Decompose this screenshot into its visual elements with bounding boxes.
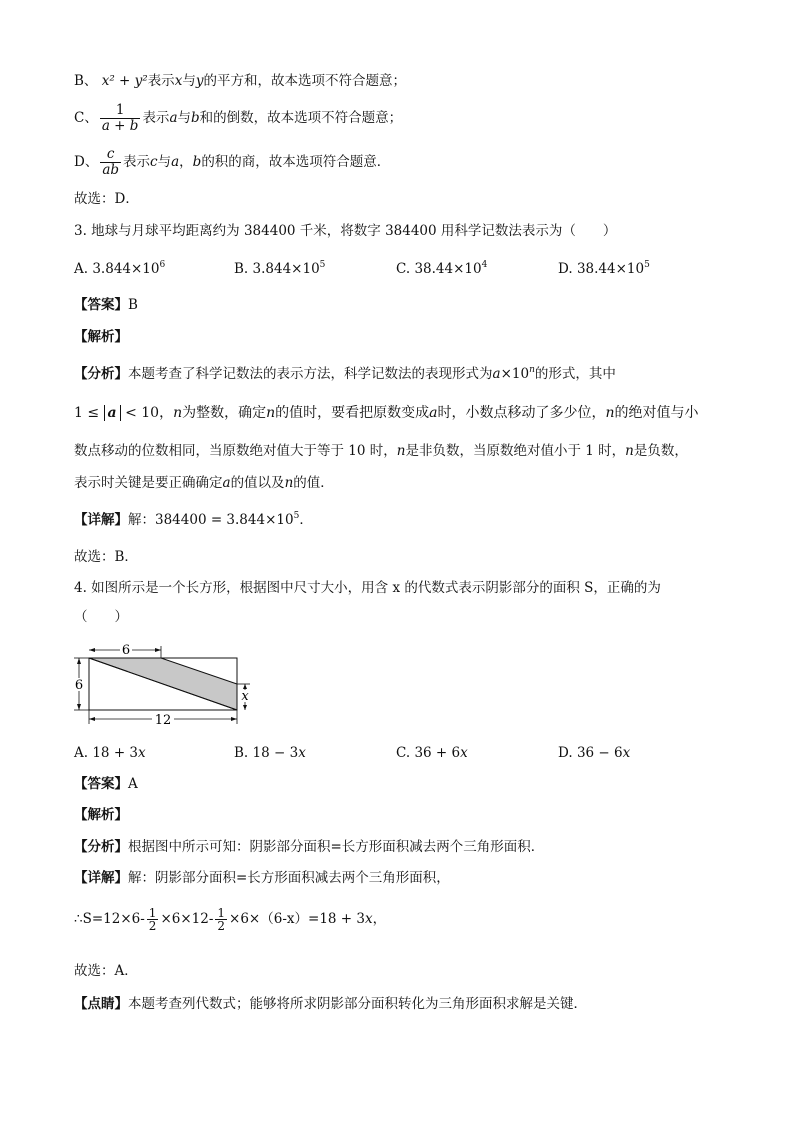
text: 的积的商，故本选项符合题意． [201,154,391,170]
q3-stem: 3. 地球与月球平均距离约为 384400 千米，将数字 384400 用科学记数法表示为（ ） [74,223,617,239]
math-var: x [174,73,183,89]
q3-line4 [74,474,334,492]
exponent: 4 [481,260,488,270]
text: 本题考查列代数式；能够将所求阴影部分面积转化为三角形面积求解是关键． [128,996,587,1012]
frac-den: 2 [217,919,226,933]
q4-option-a [74,744,146,762]
q3-detail [74,511,313,529]
dianjing-tag: 【点睛】 [74,996,128,1012]
q3-answer [74,296,138,314]
frac-num: 1 [148,906,157,920]
math-var: n [625,443,634,459]
frac-den: 2 [148,919,157,933]
math-expr: 36 − 6 [576,745,623,761]
option-d-line [74,147,390,178]
math-expr: 18 + 3 [319,911,365,927]
q3-option-d [558,260,650,278]
arrow-head [155,648,161,652]
math-var: a [222,475,231,491]
option-label: C. [396,261,411,277]
text: 表示时关键是要正确确定 [74,475,223,491]
q4-analysis-tag [74,806,128,824]
math-var: a [171,154,180,170]
math-var: n [605,405,615,421]
absolute-value: a [104,405,121,421]
q4-fenxi [74,838,544,856]
fraction [100,147,121,178]
math-expr: 3.844×10 [92,261,160,277]
exponent: 6 [159,260,166,270]
text: 的值． [293,475,334,491]
text: ， [372,911,387,927]
fraction-half [215,907,227,932]
q4-option-b [234,744,306,762]
text: 与 [157,154,172,170]
left-dimension-label: 6 [74,678,84,693]
math-expr: 38.44×10 [576,261,645,277]
math-var: a [169,110,178,126]
q3-option-a [74,260,165,278]
q4-option-c [396,744,468,762]
text: 表示 [142,110,170,126]
text: 解： [128,512,155,528]
frac-den: a + b [101,118,139,134]
exponent: n [529,365,535,375]
math-expr: 38.44×10 [414,261,482,277]
bottom-dimension-label: 12 [154,713,172,728]
detail-tag: 【详解】 [74,512,128,528]
arrow-head [243,705,247,710]
math-var: x [460,745,468,761]
q3-condition-line [74,404,699,422]
arrow-head [89,717,95,721]
answer-tag: 【答案】 [74,297,128,313]
text: 的平方和，故本选项不符合题意； [203,73,406,89]
frac-num: c [100,147,121,163]
option-label: C、 [74,110,98,126]
text: 是负数， [633,443,688,459]
text: 的形式，其中 [534,366,616,382]
math-expr: 36 + 6 [414,745,461,761]
top-dimension-label: 6 [121,643,131,658]
frac-den: ab [102,162,120,178]
math-var: x [138,745,146,761]
math-var: y [195,73,204,89]
text: 表示 [123,154,151,170]
text: 的值时，要看把原数变成 [275,405,430,421]
math-expr: x² + y² [101,73,148,89]
math-var: a [429,405,438,421]
math-expr: < 10， [125,405,174,421]
q4-stem-line1: 4. 如图所示是一个长方形，根据图中尺寸大小，用含 x 的代数式表示阴影部分的面积 S，正确的为 [74,580,661,596]
text: 和的倒数，故本选项不符合题意； [199,110,403,126]
math-var: n [173,405,183,421]
option-label: A. [74,745,89,761]
frac-num: 1 [100,103,141,119]
exponent: 5 [644,260,650,270]
q3-analysis-tag [74,328,128,346]
math-expr: 1 ≤ [74,405,100,421]
option-label: A. [74,261,89,277]
fenxi-tag: 【分析】 [74,366,128,382]
math-var: b [191,110,200,126]
math-expr: ×10 [500,366,530,382]
text: 的绝对值与小 [614,405,699,421]
math-var: x [298,745,306,761]
option-label: B、 [74,73,98,89]
option-label: B. [234,745,249,761]
option-label: D、 [74,154,99,170]
text: 与 [177,110,191,126]
option-b-line [74,72,406,90]
analysis-tag: 【解析】 [74,329,128,345]
math-var: b [192,154,202,170]
text: 数点移动的位数相同，当原数绝对值大于等于 10 时， [74,443,397,459]
math-var: n [266,405,276,421]
math-expr: ×6×（6-x）= [229,911,320,927]
text: 与 [182,73,196,89]
exponent: 5 [293,511,300,521]
answer-value: A [128,776,138,792]
text: 是非负数，当原数绝对值小于 1 时， [405,443,626,459]
right-dimension-label: x [241,689,249,704]
text: 本题考查了科学记数法的表示方法，科学记数法的表现形式为 [128,366,493,382]
math-expr: 384400 = 3.844×10 [155,512,294,528]
rectangle-figure [70,638,260,730]
text: 时，小数点移动了多少位， [437,405,606,421]
answer-value: B [128,297,138,313]
q3-option-b [234,260,325,278]
q3-fenxi-line [74,365,616,383]
q3-option-c [396,260,487,278]
fraction [100,103,141,134]
option-label: D. [558,261,573,277]
arrow-head [89,648,95,652]
analysis-tag: 【解析】 [74,807,128,823]
fenxi-tag: 【分析】 [74,839,128,855]
math-var: x [622,745,631,761]
option-label: C. [396,745,411,761]
detail-tag: 【详解】 [74,870,128,886]
fraction-half [147,907,159,932]
q4-stem-line2: （ ） [74,609,128,625]
math-var: n [396,443,406,459]
option-label: D. [558,745,573,761]
q4-choice: 故选：A． [74,963,138,979]
math-expr: 18 + 3 [92,745,139,761]
math-var: c [150,154,158,170]
text: 的值以及 [230,475,285,491]
q3-line3 [74,442,688,460]
text: 根据图中所示可知：阴影部分面积=长方形面积减去两个三角形面积． [128,839,545,855]
arrow-head [231,717,237,721]
q4-dianjing [74,995,587,1013]
text: 表示 [147,73,175,89]
q4-option-d [558,744,630,762]
math-var: a [492,366,501,382]
exponent: 5 [319,260,326,270]
text: ． [299,512,313,528]
math-var: n [284,475,294,491]
math-expr: 18 − 3 [252,745,299,761]
math-expr: ×6×12- [160,911,214,927]
math-var: x [365,911,373,927]
answer-tag: 【答案】 [74,776,128,792]
text: 为整数，确定 [182,405,267,421]
text: 解：阴影部分面积=长方形面积减去两个三角形面积， [128,870,450,886]
math-expr: 3.844×10 [252,261,320,277]
arrow-head [77,658,81,664]
frac-num: 1 [217,906,226,920]
q3-choice: 故选：B． [74,549,138,565]
q2-choice: 故选：D． [74,191,139,207]
q4-answer [74,775,138,793]
q4-formula [74,907,386,932]
option-c-line [74,103,402,134]
option-label: B. [234,261,249,277]
math-expr: ∴S=12×6- [74,911,145,927]
arrow-head [77,704,81,710]
text: ， [179,154,193,170]
q4-detail [74,869,450,887]
